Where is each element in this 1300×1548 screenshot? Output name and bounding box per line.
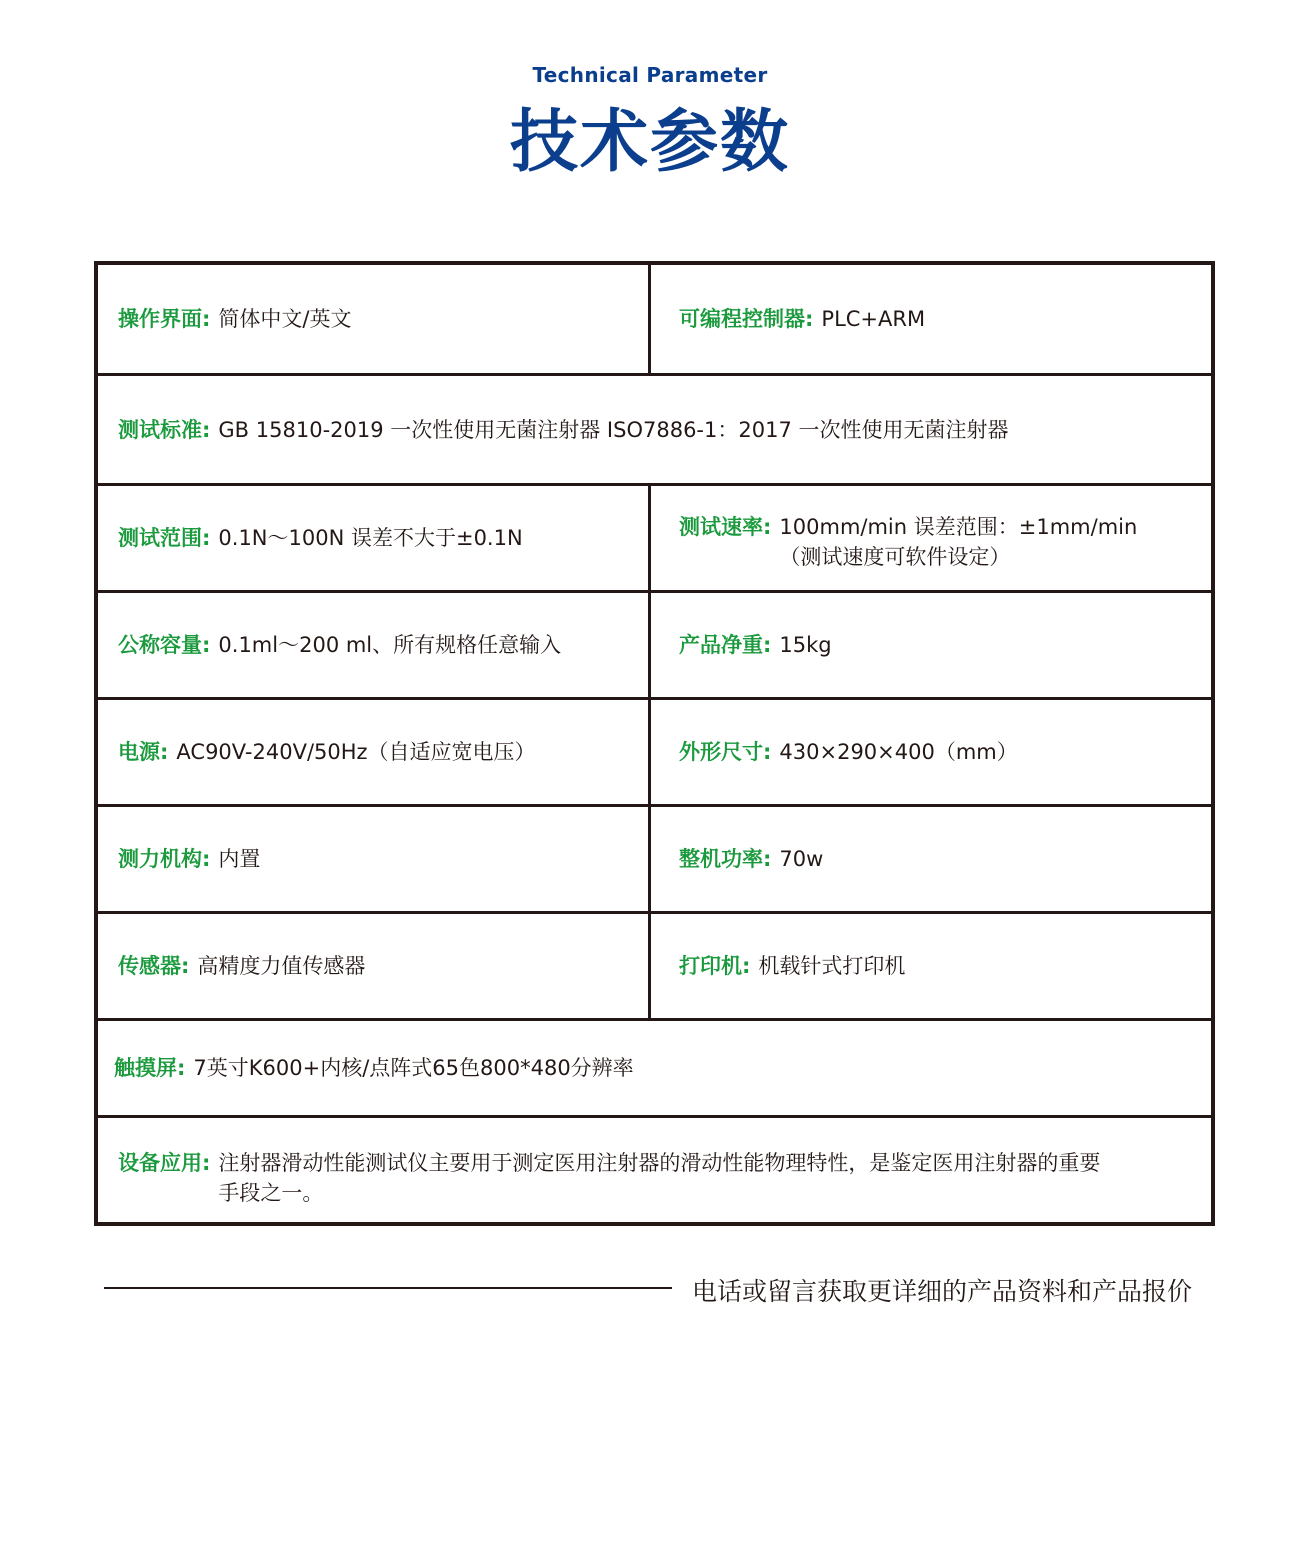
spec-value: 100mm/min 误差范围：±1mm/min (779, 515, 1138, 539)
spec-value: 7英寸K600+内核/点阵式65色800*480分辨率 (193, 1056, 634, 1080)
spec-value: 高精度力值传感器 (197, 954, 366, 978)
spec-label: 测试标准: (118, 417, 211, 442)
spec-label: 产品净重: (679, 633, 772, 657)
spec-application (98, 1118, 1211, 1222)
spec-dimensions (651, 700, 1211, 804)
spec-label: 可编程控制器: (679, 307, 814, 331)
spec-value-block (218, 1148, 1100, 1208)
table-row (98, 804, 1211, 911)
spec-label: 公称容量: (118, 633, 211, 657)
spec-value: 70w (779, 847, 824, 871)
spec-value-block (779, 512, 1137, 572)
footer-divider (104, 1287, 672, 1289)
spec-table (94, 261, 1215, 1226)
spec-value: 15kg (779, 633, 832, 657)
spec-machine-power (651, 807, 1211, 911)
section-subtitle: Technical Parameter (532, 63, 768, 87)
table-row (98, 483, 1211, 590)
table-row (98, 265, 1211, 373)
spec-label: 测试范围: (118, 526, 211, 550)
spec-value-line2: （测试速度可软件设定） (779, 545, 1011, 569)
spec-value: 430×290×400（mm） (779, 740, 1018, 764)
table-row (98, 911, 1211, 1018)
spec-controller (651, 265, 1211, 373)
spec-label: 电源: (118, 740, 169, 764)
spec-standard (98, 376, 1211, 483)
spec-value: 0.1N～100N 误差不大于±0.1N (218, 526, 523, 550)
table-row (98, 697, 1211, 804)
spec-value: 注射器滑动性能测试仪主要用于测定医用注射器的滑动性能物理特性，是鉴定医用注射器的重要 (218, 1151, 1101, 1175)
table-row (98, 1018, 1211, 1115)
spec-value: 内置 (218, 847, 261, 871)
spec-force-mechanism (98, 807, 651, 911)
footer-contact-text: 电话或留言获取更详细的产品资料和产品报价 (692, 1277, 1193, 1306)
spec-label: 触摸屏: (114, 1056, 186, 1080)
spec-label: 测试速率: (679, 515, 772, 539)
spec-power (98, 700, 651, 804)
spec-label: 测力机构: (118, 847, 211, 871)
spec-label: 打印机: (679, 954, 751, 978)
spec-interface (98, 265, 651, 373)
spec-label: 整机功率: (679, 847, 772, 871)
spec-touchscreen (98, 1021, 1211, 1115)
spec-speed (651, 486, 1211, 590)
spec-label: 传感器: (118, 954, 190, 978)
spec-value: PLC+ARM (821, 307, 926, 331)
table-row (98, 590, 1211, 697)
spec-value: 机载针式打印机 (758, 954, 906, 978)
spec-printer (651, 914, 1211, 1018)
spec-capacity (98, 593, 651, 697)
table-row (98, 373, 1211, 483)
spec-label: 设备应用: (118, 1151, 211, 1175)
spec-value: 简体中文/英文 (218, 307, 352, 331)
spec-label: 外形尺寸: (679, 740, 772, 764)
spec-value: 0.1ml～200 ml、所有规格任意输入 (218, 633, 562, 657)
spec-value: GB 15810-2019 一次性使用无菌注射器 ISO7886-1：2017 一次性使用无菌注射器 (218, 417, 1009, 442)
spec-value: AC90V-240V/50Hz（自适应宽电压） (176, 740, 536, 764)
spec-sensor (98, 914, 651, 1018)
spec-label: 操作界面: (118, 307, 211, 331)
page-title: 技术参数 (509, 103, 790, 182)
table-row (98, 1115, 1211, 1222)
spec-range (98, 486, 651, 590)
spec-weight (651, 593, 1211, 697)
spec-value-line2: 手段之一。 (218, 1181, 324, 1205)
